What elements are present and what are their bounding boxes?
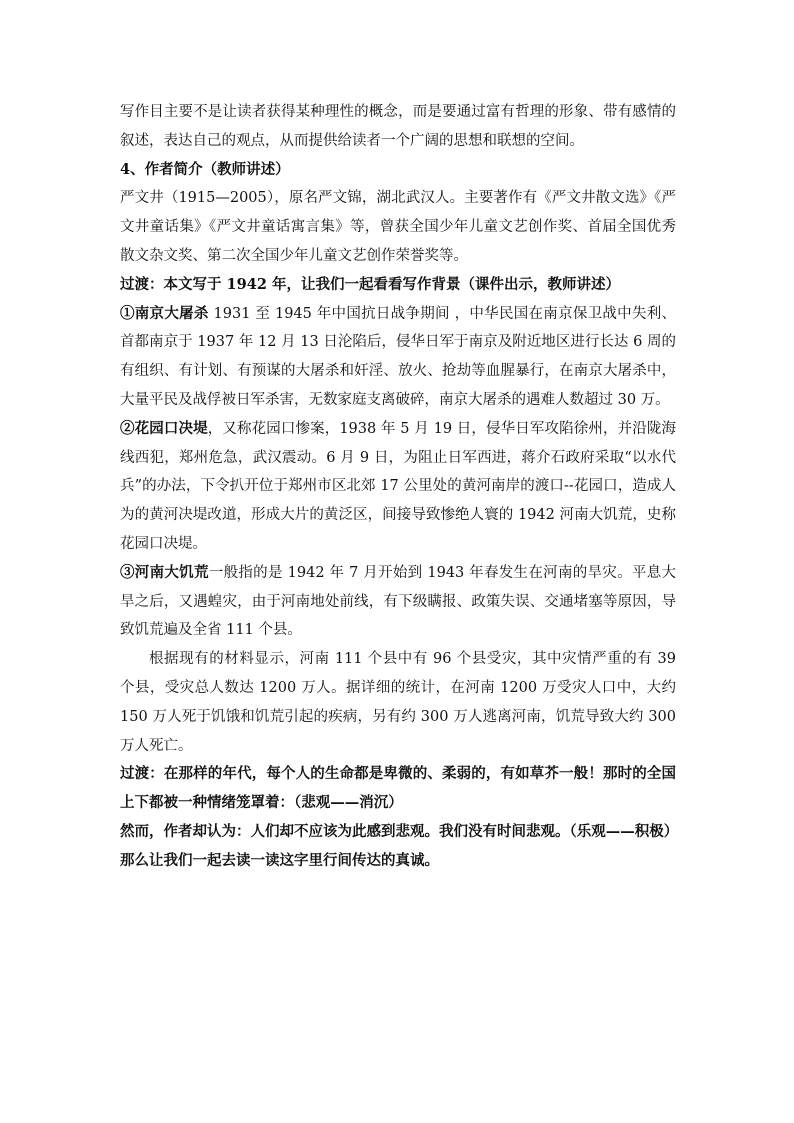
transition-background: 过渡：本文写于 1942 年，让我们一起看看写作背景（课件出示，教师讲述） [120, 275, 620, 293]
author-paragraph: 严文井（1915—2005），原名严文锦，湖北武汉人。主要著作有《严文井散文选》《严文井童话集》《严文井童话寓言集》等，曾获全国少年儿童文艺创作奖、首届全国优秀散文杂文奖、第二次全国少年儿童文艺创作荣誉奖等。 [120, 190, 676, 264]
background-item-huayuankou [120, 415, 676, 559]
item-text: ，又称花园口惨案，1938 年 5 月 19 日，侵华日军攻陷徐州，并沿陇海线西犯，郑州危急，武汉震动。6 月 9 日，为阻止日军西进，蒋介石政府采取“以水代兵”的办法，下令扒开位于郑州市区北郊 17 公里处的黄河南岸的渡口--花园口，造成人为的黄河决堤改道，形成大片的黄泛区，间接导致惨绝人寰的 1942 河南大饥荒，史称花园口决堤。 [120, 420, 677, 552]
closing-line: 那么让我们一起去读一读这字里行间传达的真诚。 [120, 851, 439, 869]
item-text: 一般指的是 1942 年 7 月开始到 1943 年春发生在河南的旱灾。平息大旱之后，又遇蝗灾，由于河南地处前线，有下级瞒报、政策失误、交通堵塞等原因，导致饥荒遍及全省 111 个县。 [120, 564, 677, 639]
item-text: 1931 至 1945 年中国抗日战争期间 ，中华民国在南京保卫战中失利、首都南京于 1937 年 12 月 13 日沦陷后，侵华日军于南京及附近地区进行长达 6 周的有组织、有计划、有预谋的大屠杀和奸淫、放火、抢劫等血腥暴行，在南京大屠杀中，大量平民及战俘被日军杀害，无数家庭支离破碎，南京大屠杀的遇难人数超过 30 万。 [120, 305, 676, 408]
transition-mood: 过渡：在那样的年代，每个人的生命都是卑微的、柔弱的，有如草芥一般！那时的全国上下都被一种情绪笼罩着：（悲观——消沉） [120, 765, 676, 812]
document-body [120, 98, 679, 876]
statistics-paragraph: 根据现有的材料显示，河南 111 个县中有 96 个县受灾，其中灾情严重的有 39 个县，受灾总人数达 1200 万人。据详细的统计，在河南 1200 万受灾人口中，大约 150 万人死于饥饿和饥荒引起的疾病，另有约 300 万人逃离河南，饥荒导致大约 300 万人死亡。 [120, 651, 676, 754]
item-title: ①南京大屠杀 [120, 304, 209, 322]
background-item-famine [120, 559, 676, 645]
item-title: ③河南大饥荒 [120, 563, 209, 581]
author-view: 然而，作者却认为：人们却不应该为此感到悲观。我们没有时间悲观。（乐观——积极） [120, 822, 679, 840]
intro-paragraph: 写作目主要不是让读者获得某种理性的概念，而是要通过富有哲理的形象、带有感情的叙述，表达自己的观点，从而提供给读者一个广阔的思想和联想的空间。 [120, 104, 676, 149]
section-heading-author: 4、作者简介（教师讲述） [120, 160, 290, 178]
item-title: ②花园口决堤 [120, 419, 208, 437]
background-item-nanjing [120, 300, 676, 415]
